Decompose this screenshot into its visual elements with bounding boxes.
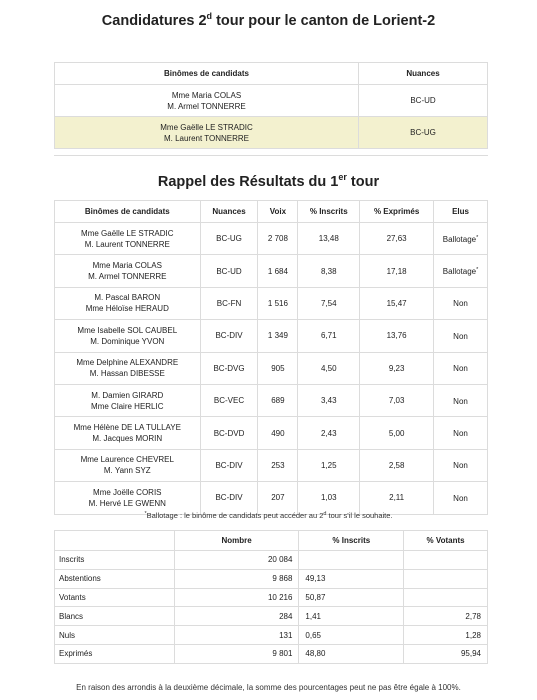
candidate-name: Mme Maria COLAS	[171, 90, 242, 100]
inscrits-cell: 2,43	[298, 417, 360, 449]
nombre-cell: 284	[174, 607, 299, 626]
table-row	[55, 607, 488, 626]
table-row	[55, 626, 488, 645]
exprimes-cell: 27,63	[360, 223, 434, 255]
binome-cell	[55, 417, 201, 449]
nuance-cell: BC-UG	[200, 223, 258, 255]
voix-cell: 2 708	[258, 223, 298, 255]
table-row	[55, 482, 488, 514]
binome-cell	[55, 320, 201, 352]
section-title: Rappel des Résultats du 1er tour	[157, 172, 380, 190]
candidate-name: Mme Claire HERLIC	[91, 401, 164, 411]
candidate-name: M. Yann SYZ	[103, 466, 151, 476]
exprimes-cell: 2,58	[360, 449, 434, 481]
voix-cell: 207	[258, 482, 298, 514]
votants-cell: 2,78	[404, 607, 488, 626]
stat-label: Inscrits	[55, 551, 175, 570]
table-row	[55, 255, 488, 287]
elus-cell	[434, 287, 488, 319]
elus-cell	[434, 223, 488, 255]
col-header-inscrits: % Inscrits	[298, 201, 360, 223]
candidate-name: Mme Joëlle CORIS	[93, 487, 162, 497]
stat-label: Abstentions	[55, 569, 175, 588]
ballotage-mark: *	[476, 234, 479, 241]
voix-cell: 905	[258, 352, 298, 384]
table-row	[55, 320, 488, 352]
table-row	[55, 417, 488, 449]
binome-cell	[55, 255, 201, 287]
exprimes-cell: 2,11	[360, 482, 434, 514]
candidate-name: Mme Laurence CHEVREL	[80, 455, 174, 465]
inscrits-cell: 13,48	[298, 223, 360, 255]
elus-status: Non	[453, 429, 468, 439]
stat-label: Exprimés	[55, 644, 175, 663]
candidate-name: M. Pascal BARON	[94, 293, 161, 303]
results-table	[54, 200, 488, 515]
nuance-cell: BC-VEC	[200, 384, 258, 416]
candidate-name: M. Armel TONNERRE	[88, 272, 167, 282]
candidate-name: M. Armel TONNERRE	[167, 101, 246, 111]
stat-label: Nuls	[55, 626, 175, 645]
stat-label: Votants	[55, 588, 175, 607]
elus-cell	[434, 255, 488, 287]
inscrits-cell: 1,25	[298, 449, 360, 481]
nuance-cell: BC-DVD	[200, 417, 258, 449]
elus-status: Non	[453, 493, 468, 503]
voix-cell: 1 684	[258, 255, 298, 287]
binome-cell	[55, 117, 359, 149]
inscrits-cell: 8,38	[298, 255, 360, 287]
binome-cell	[55, 287, 201, 319]
nuance-cell: BC-FN	[200, 287, 258, 319]
elus-cell	[434, 482, 488, 514]
page-title: Candidatures 2$^d$ tour pour le canton de Lorient-2	[101, 11, 436, 29]
inscrits-cell: 6,71	[298, 320, 360, 352]
elus-cell	[434, 384, 488, 416]
col-header-nuances: Nuances	[200, 201, 258, 223]
col-header-inscrits: % Inscrits	[299, 531, 404, 551]
voix-cell: 1 349	[258, 320, 298, 352]
nombre-cell: 9 801	[174, 644, 299, 663]
candidate-name: Mme Gaëlle LE STRADIC	[81, 228, 174, 238]
nuance-cell: BC-UD	[359, 85, 488, 117]
candidate-name: Mme Isabelle SOL CAUBEL	[77, 325, 178, 335]
table-row	[55, 644, 488, 663]
col-header-elus: Elus	[434, 201, 488, 223]
inscrits-cell: 48,80	[299, 644, 404, 663]
candidatures-table	[54, 62, 488, 149]
table-header-row	[55, 531, 488, 551]
votants-cell: 1,28	[404, 626, 488, 645]
table-row	[55, 551, 488, 570]
stat-label: Blancs	[55, 607, 175, 626]
table-row	[55, 588, 488, 607]
nuance-cell: BC-DIV	[200, 320, 258, 352]
candidate-name: Mme Delphine ALEXANDRE	[76, 358, 179, 368]
voix-cell: 689	[258, 384, 298, 416]
candidate-name: M. Hassan DIBESSE	[89, 369, 165, 379]
candidate-name: M. Laurent TONNERRE	[163, 133, 250, 143]
nuance-cell: BC-DIV	[200, 482, 258, 514]
candidate-name: Mme Maria COLAS	[92, 261, 162, 271]
inscrits-cell: 4,50	[298, 352, 360, 384]
elus-status: Non	[453, 331, 468, 341]
binome-cell	[55, 482, 201, 514]
nuance-cell: BC-UG	[359, 117, 488, 149]
binome-cell	[55, 352, 201, 384]
elus-status: Ballotage	[442, 234, 477, 244]
nombre-cell: 9 868	[174, 569, 299, 588]
binome-cell	[55, 85, 359, 117]
binome-cell	[55, 384, 201, 416]
table-row	[55, 85, 488, 117]
inscrits-cell	[299, 551, 404, 570]
exprimes-cell: 13,76	[360, 320, 434, 352]
rounding-footnote: En raison des arrondis à la deuxième décimale, la somme des pourcentages peut ne pas être égale à 100%.	[76, 683, 461, 692]
col-header-binomes: Binômes de candidats	[55, 201, 201, 223]
exprimes-cell: 15,47	[360, 287, 434, 319]
inscrits-cell: 0,65	[299, 626, 404, 645]
nuance-cell: BC-UD	[200, 255, 258, 287]
col-header-exprimes: % Exprimés	[360, 201, 434, 223]
voix-cell: 490	[258, 417, 298, 449]
voix-cell: 253	[258, 449, 298, 481]
votants-cell	[404, 569, 488, 588]
votants-cell: 95,94	[404, 644, 488, 663]
divider	[54, 155, 488, 156]
candidate-name: Mme Hélène DE LA TULLAYE	[73, 423, 181, 433]
voix-cell: 1 516	[258, 287, 298, 319]
inscrits-cell: 1,03	[298, 482, 360, 514]
candidate-name: M. Hervé LE GWENN	[88, 498, 166, 508]
votants-cell	[404, 551, 488, 570]
elus-status: Non	[453, 364, 468, 374]
participation-table	[54, 530, 488, 664]
col-header-empty	[55, 531, 175, 551]
candidate-name: M. Jacques MORIN	[92, 434, 163, 444]
exprimes-cell: 9,23	[360, 352, 434, 384]
col-header-nuances: Nuances	[359, 63, 488, 85]
nombre-cell: 131	[174, 626, 299, 645]
col-header-binomes: Binômes de candidats	[55, 63, 359, 85]
elus-cell	[434, 320, 488, 352]
ballotage-note: *Ballotage : le binôme de candidats peut accéder au 2$^d$ tour s'il le souhaite.	[144, 511, 393, 520]
inscrits-cell: 49,13	[299, 569, 404, 588]
candidate-name: M. Laurent TONNERRE	[84, 239, 170, 249]
nombre-cell: 10 216	[174, 588, 299, 607]
exprimes-cell: 5,00	[360, 417, 434, 449]
elus-status: Non	[453, 461, 468, 471]
candidate-name: Mme Gaëlle LE STRADIC	[160, 122, 253, 132]
col-header-voix: Voix	[258, 201, 298, 223]
nuance-cell: BC-DIV	[200, 449, 258, 481]
inscrits-cell: 1,41	[299, 607, 404, 626]
table-row	[55, 384, 488, 416]
inscrits-cell: 7,54	[298, 287, 360, 319]
inscrits-cell: 3,43	[298, 384, 360, 416]
table-row	[55, 449, 488, 481]
candidate-name: Mme Héloïse HERAUD	[85, 304, 169, 314]
candidate-name: M. Damien GIRARD	[91, 390, 164, 400]
table-row	[55, 117, 488, 149]
col-header-votants: % Votants	[404, 531, 488, 551]
elus-status: Non	[453, 299, 468, 309]
elus-cell	[434, 417, 488, 449]
table-row	[55, 287, 488, 319]
table-row	[55, 569, 488, 588]
binome-cell	[55, 449, 201, 481]
exprimes-cell: 7,03	[360, 384, 434, 416]
elus-cell	[434, 352, 488, 384]
col-header-nombre: Nombre	[174, 531, 299, 551]
table-header-row	[55, 63, 488, 85]
binome-cell	[55, 223, 201, 255]
elus-status: Non	[453, 396, 468, 406]
table-row	[55, 223, 488, 255]
nombre-cell: 20 084	[174, 551, 299, 570]
votants-cell	[404, 588, 488, 607]
elus-cell	[434, 449, 488, 481]
table-row	[55, 352, 488, 384]
ballotage-mark: *	[476, 267, 479, 274]
elus-status: Ballotage	[442, 267, 477, 277]
nuance-cell: BC-DVG	[200, 352, 258, 384]
inscrits-cell: 50,87	[299, 588, 404, 607]
candidate-name: M. Dominique YVON	[90, 336, 165, 346]
table-header-row	[55, 201, 488, 223]
exprimes-cell: 17,18	[360, 255, 434, 287]
